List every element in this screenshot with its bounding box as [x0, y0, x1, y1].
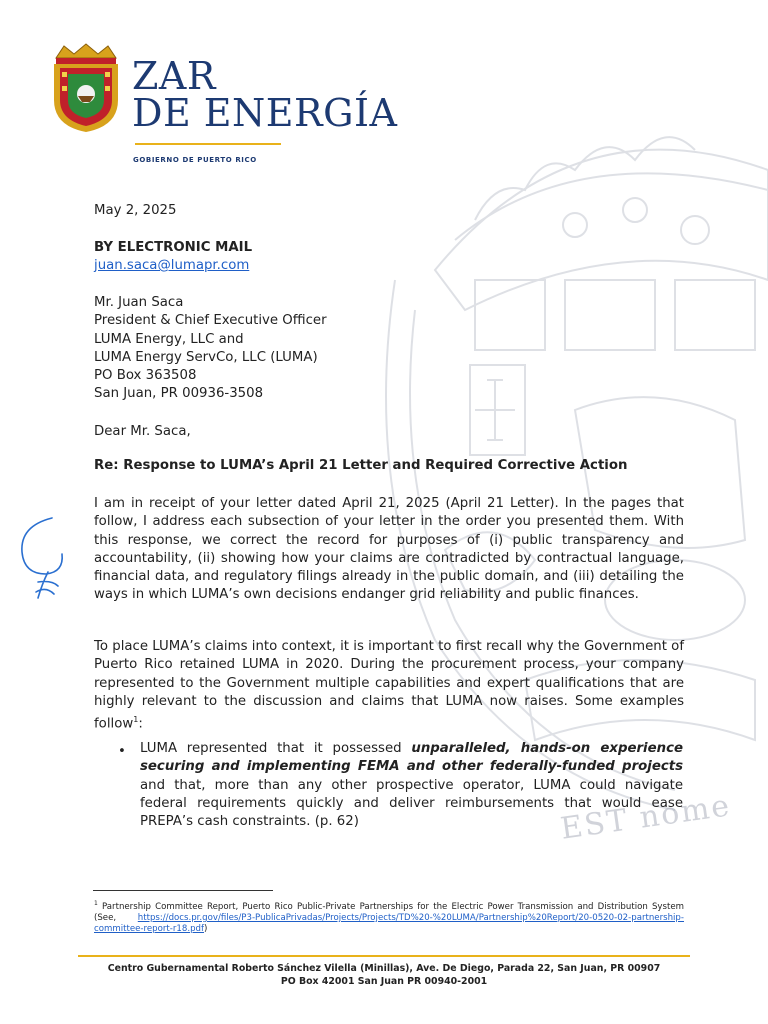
address-line: San Juan, PR 00936-3508: [94, 386, 264, 402]
footer-divider: [78, 955, 690, 957]
org-name-line2: DE ENERGÍA: [132, 91, 398, 135]
footnote-ref[interactable]: 1: [133, 715, 139, 725]
footnote-divider: [93, 890, 273, 891]
letter-date: May 2, 2025: [94, 203, 177, 218]
footnote: [94, 898, 684, 935]
recipient-address: [94, 294, 327, 404]
body-paragraph-2: [94, 638, 684, 734]
address-line: LUMA Energy, LLC and: [94, 331, 244, 347]
recipient-email-link[interactable]: juan.saca@lumapr.com: [94, 258, 250, 273]
government-subtitle: GOBIERNO DE PUERTO RICO: [133, 156, 257, 164]
address-line: President & Chief Executive Officer: [94, 313, 327, 329]
paragraph-2-end: :: [138, 716, 143, 732]
footnote-number: 1: [94, 900, 98, 907]
address-line: PO Box 363508: [94, 368, 197, 384]
footnote-link[interactable]: https://docs.pr.gov/files/P3-PublicaPrivadas/Projects/Projects/TD%20-%20LUMA/Partnership%20Report/20-0520-02-partnership-committee-report-r18.pdf: [94, 912, 684, 934]
body-paragraph-1: I am in receipt of your letter dated April 21, 2025 (April 21 Letter). In the pages that follow, I address each subsection of your letter in the order you presented them. With this response, we correct the record for purposes of (i) public transparency and accountability, (ii) showing how your claims are contradicted by contractual language, financial data, and regulatory filings already in the public domain, and (iii) detailing the ways in which LUMA’s own decisions endanger grid reliability and public finances.: [94, 496, 684, 603]
bullet-text-post: and that, more than any other prospective operator, LUMA could navigate federal requirements quickly and deliver reimbursements that would ease PREPA’s cash constraints. (p. 62): [140, 777, 683, 830]
salutation: Dear Mr. Saca,: [94, 424, 191, 439]
bullet-text-emphasis: unparalleled, hands-on experience securing and implementing FEMA and other federally-funded projects: [140, 741, 683, 775]
footer-address-line-2: PO Box 42001 San Juan PR 00940-2001: [280, 976, 488, 987]
bullet-text-pre: LUMA represented that it possessed: [140, 741, 412, 756]
address-line: LUMA Energy ServCo, LLC (LUMA): [94, 349, 318, 365]
bullet-item-1: [140, 740, 683, 831]
puerto-rico-crest-logo: [50, 42, 122, 134]
footnote-text: Partnership Committee Report, Puerto Rico Public-Private Partnerships for the Electric Power Transmission and Distribution System (See,: [94, 901, 684, 923]
subject-line: Re: Response to LUMA’s April 21 Letter and Required Corrective Action: [94, 458, 628, 473]
logo-divider: [135, 143, 281, 145]
delivery-method: BY ELECTRONIC MAIL: [94, 240, 253, 255]
paragraph-2-text: To place LUMA’s claims into context, it is important to first recall why the Government of Puerto Rico retained LUMA in 2020. During the procurement process, your company represented to the Government multiple capabilities and expert qualifications that are highly relevant to the discussion and claims that LUMA now raises. Some examples follow: [94, 639, 684, 732]
bullet-icon: •: [118, 744, 126, 759]
address-line: Mr. Juan Saca: [94, 295, 184, 310]
footer-address-line-1: Centro Gubernamental Roberto Sánchez Vilella (Minillas), Ave. De Diego, Parada 22, San Juan, PR 00907: [107, 963, 661, 974]
watermark-motto: EST nome: [558, 788, 734, 847]
org-name-logo: [132, 54, 398, 135]
footnote-close: ): [204, 923, 208, 934]
org-name-line1: ZAR: [132, 54, 216, 98]
handwritten-signature-mark: [12, 512, 84, 607]
